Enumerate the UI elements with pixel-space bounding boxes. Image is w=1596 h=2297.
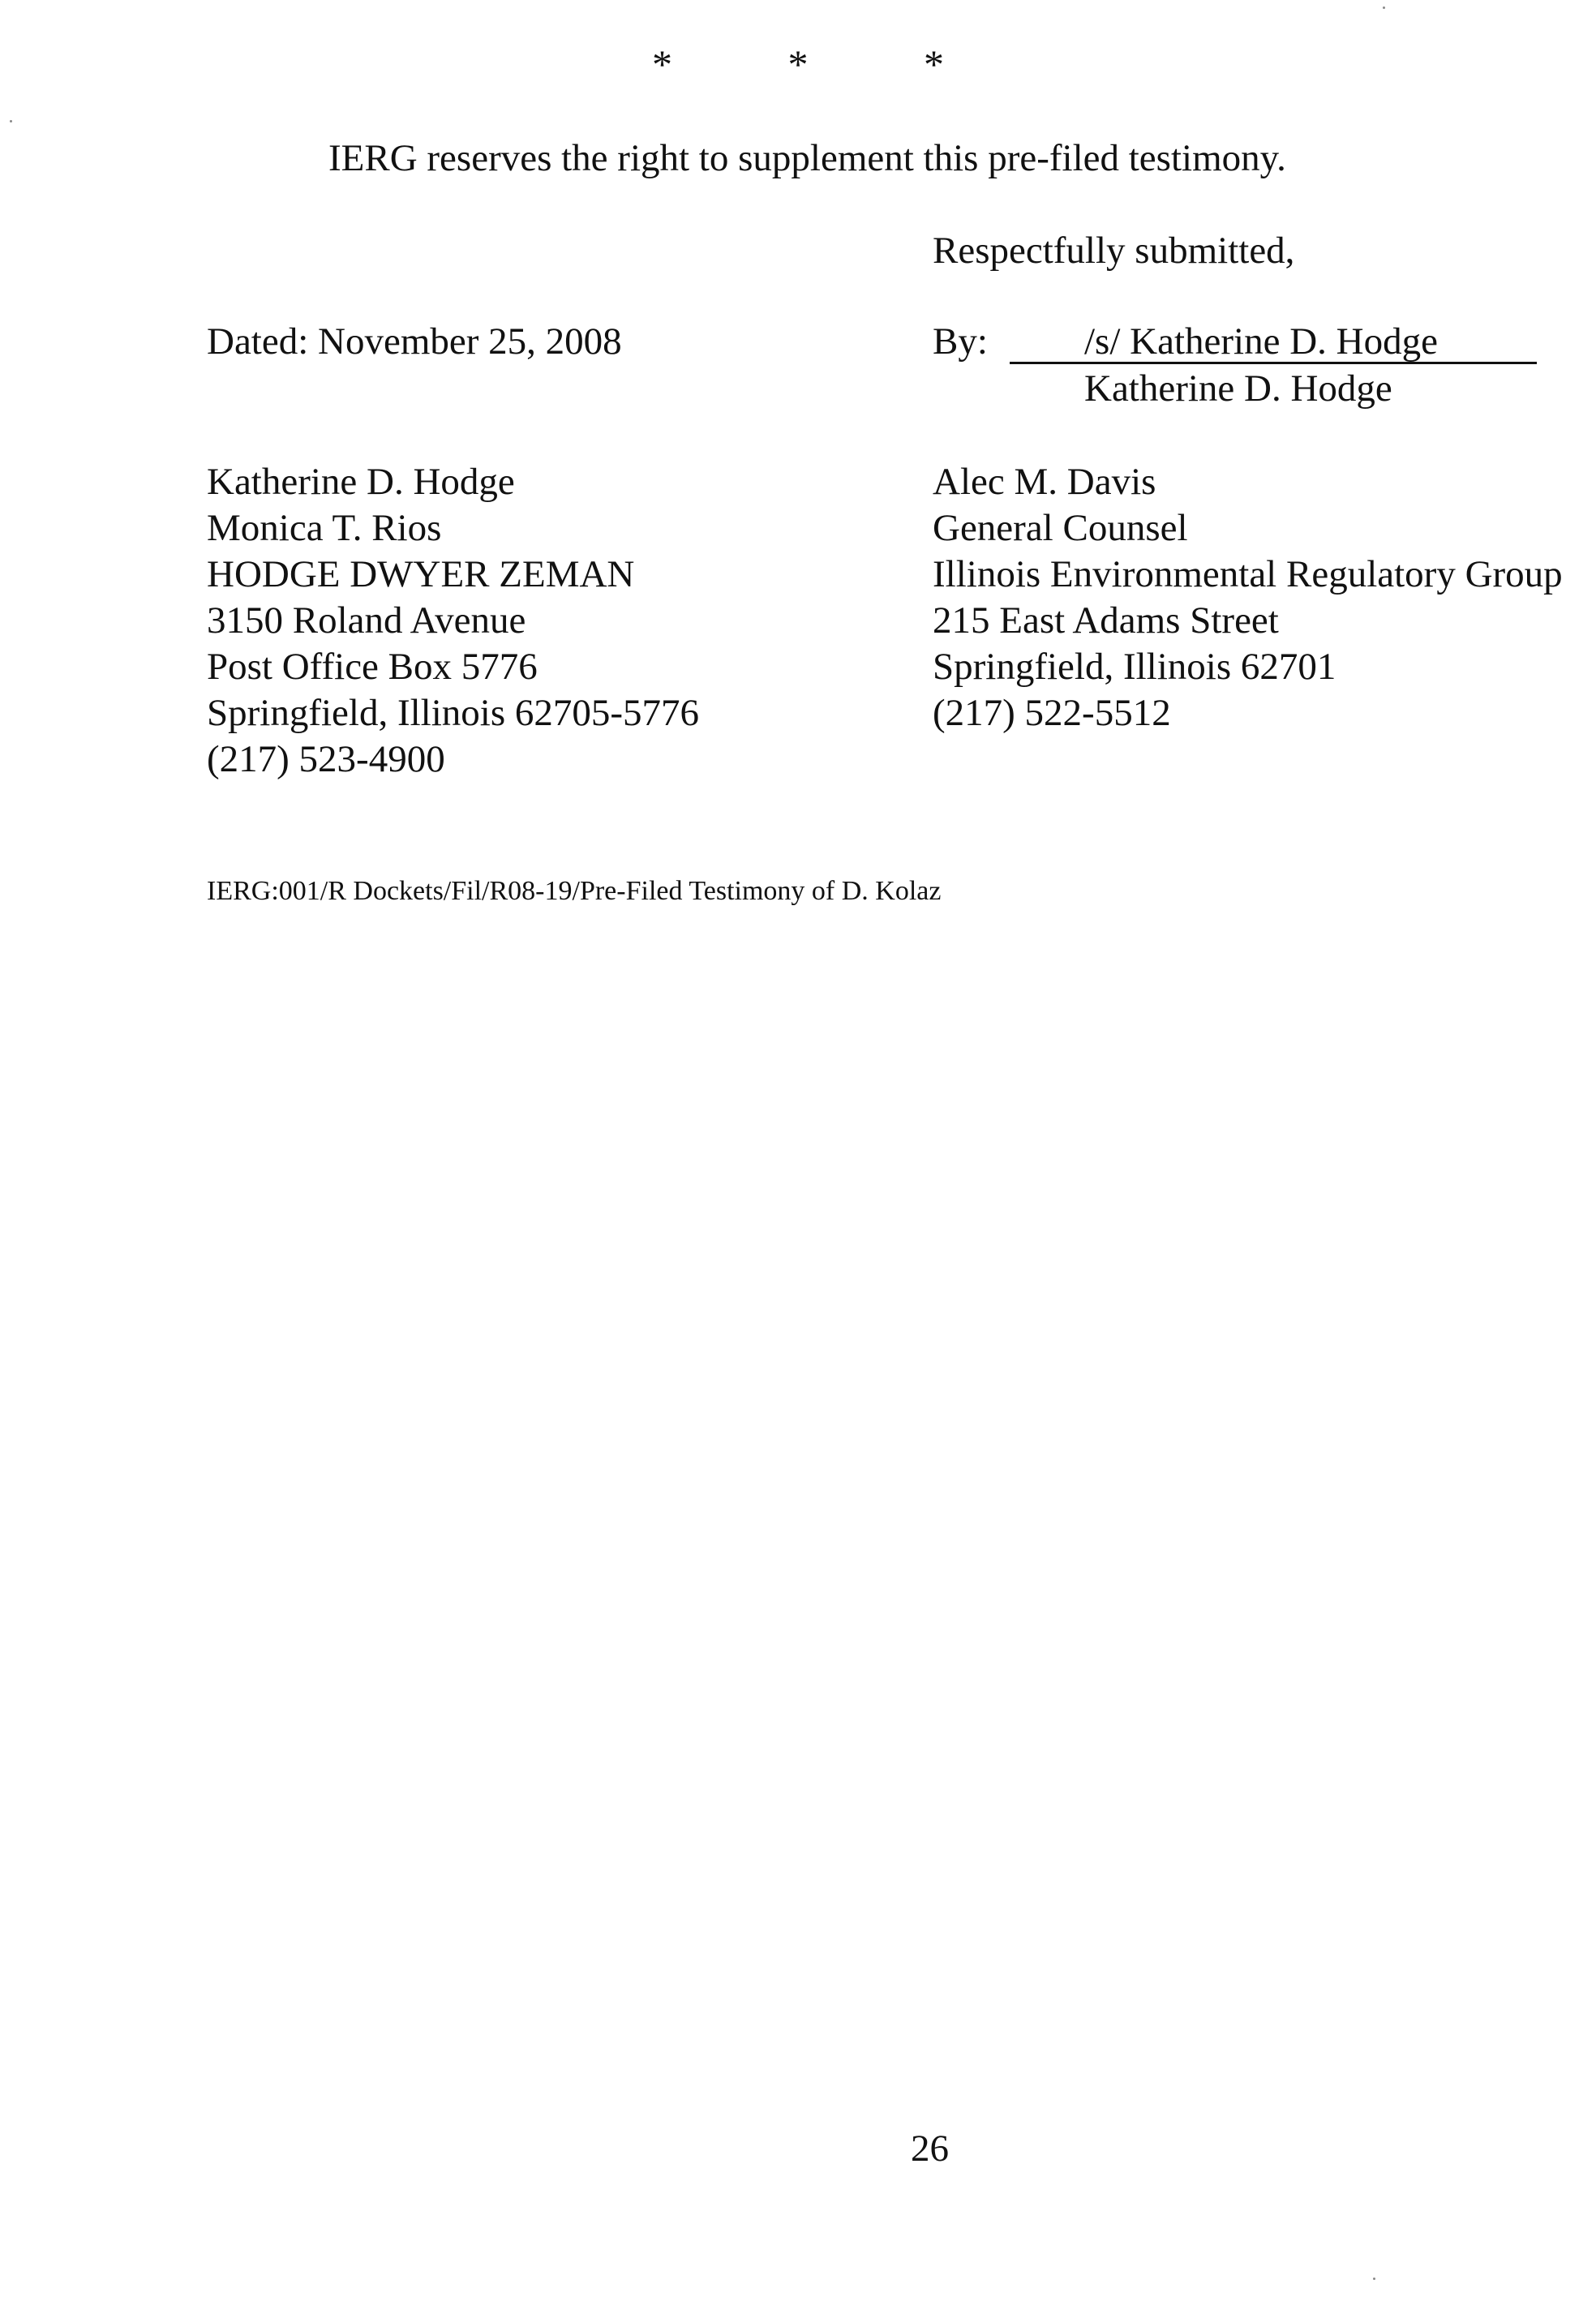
address-line: (217) 522-5512: [933, 692, 1171, 734]
scan-speck: [1383, 6, 1385, 9]
address-line: Springfield, Illinois 62705-5776: [207, 692, 700, 734]
date-line: Dated: November 25, 2008: [207, 320, 622, 363]
separator-asterisk: *: [924, 41, 944, 87]
general-counsel-address-block: [933, 459, 1563, 736]
separator-asterisk: *: [787, 41, 809, 87]
signature-by-label: By:: [933, 320, 988, 363]
electronic-signature: /s/ Katherine D. Hodge: [1084, 320, 1438, 363]
scan-speck: [1373, 2278, 1375, 2280]
scan-speck: [10, 120, 12, 122]
address-line: HODGE DWYER ZEMAN: [207, 553, 635, 595]
address-line: (217) 523-4900: [207, 738, 445, 780]
separator-asterisk: *: [652, 41, 672, 87]
address-line: Monica T. Rios: [207, 507, 442, 549]
address-line: Post Office Box 5776: [207, 646, 538, 688]
address-line: Springfield, Illinois 62701: [933, 646, 1336, 688]
reservation-statement: IERG reserves the right to supplement this pre-filed testimony.: [328, 137, 1286, 179]
page-number: 26: [911, 2127, 949, 2170]
file-reference: IERG:001/R Dockets/Fil/R08-19/Pre-Filed Testimony of D. Kolaz: [207, 876, 942, 906]
address-line: Alec M. Davis: [933, 461, 1156, 503]
address-line: 215 East Adams Street: [933, 599, 1279, 642]
address-line: Illinois Environmental Regulatory Group: [933, 553, 1563, 595]
signer-printed-name: Katherine D. Hodge: [1084, 367, 1392, 410]
counsel-address-block: [207, 459, 699, 783]
address-line: 3150 Roland Avenue: [207, 599, 526, 642]
closing-salutation: Respectfully submitted,: [933, 230, 1295, 272]
address-line: General Counsel: [933, 507, 1188, 549]
address-line: Katherine D. Hodge: [207, 461, 515, 503]
section-separator: [652, 41, 944, 88]
